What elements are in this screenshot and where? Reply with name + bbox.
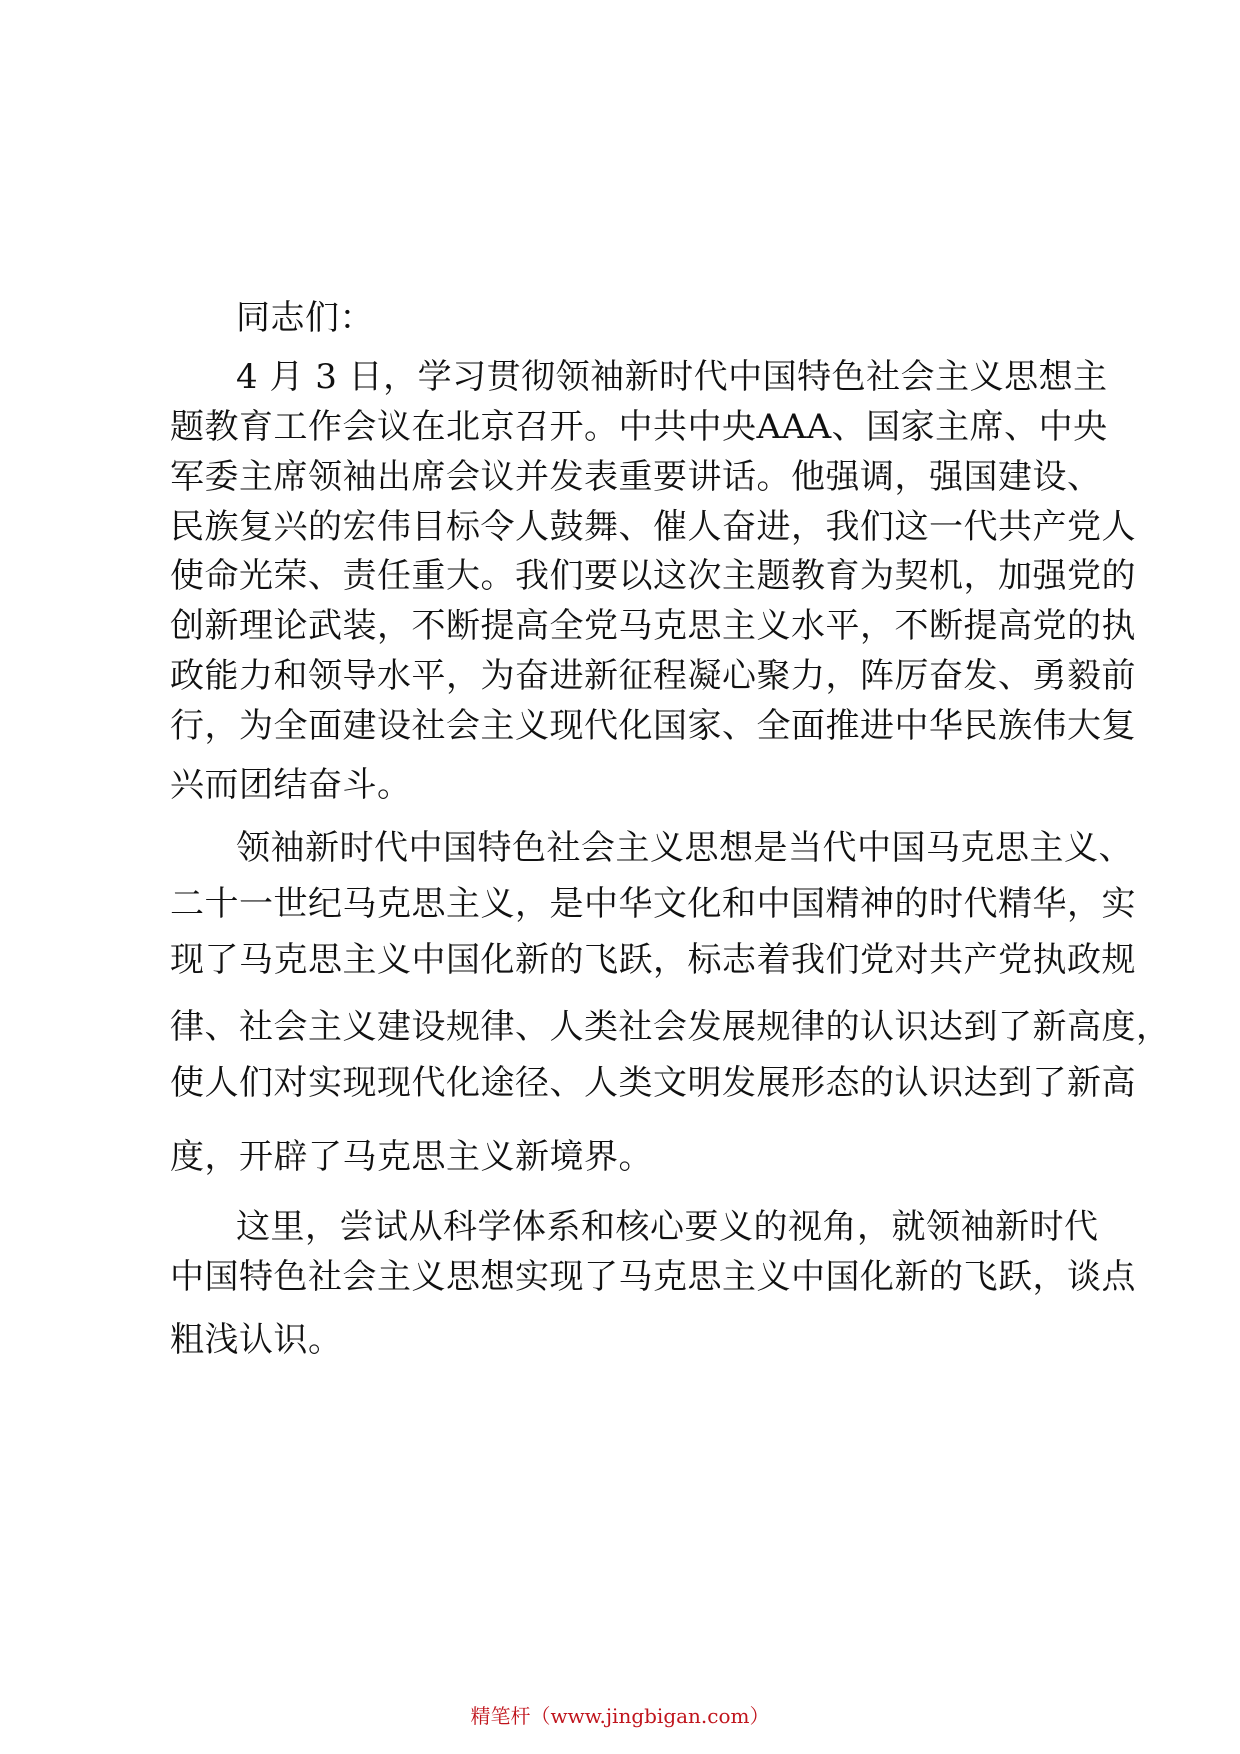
paragraph-line: 兴而团结奋斗。 (170, 765, 412, 805)
paragraph-line: 军委主席领袖出席会议并发表重要讲话。他强调，强国建设、 (170, 457, 1102, 497)
paragraph-line: 民族复兴的宏伟目标令人鼓舞、催人奋进，我们这一代共产党人 (170, 507, 1136, 547)
paragraph-line: 使人们对实现现代化途径、人类文明发展形态的认识达到了新高 (170, 1063, 1136, 1103)
paragraph-line: 这里，尝试从科学体系和核心要义的视角，就领袖新时代 (236, 1207, 1099, 1247)
paragraph-line: 使命光荣、责任重大。我们要以这次主题教育为契机，加强党的 (170, 556, 1136, 596)
paragraph-line: 行，为全面建设社会主义现代化国家、全面推进中华民族伟大复 (170, 706, 1136, 746)
paragraph-line: 律、社会主义建设规律、人类社会发展规律的认识达到了新高度， (170, 1007, 1171, 1047)
paragraph-line: 现了马克思主义中国化新的飞跃，标志着我们党对共产党执政规 (170, 940, 1136, 980)
paragraph-line: 题教育工作会议在北京召开。中共中央AAA、国家主席、中央 (170, 407, 1108, 447)
paragraph-line: 政能力和领导水平，为奋进新征程凝心聚力，阵厉奋发、勇毅前 (170, 656, 1136, 696)
paragraph-line: 中国特色社会主义思想实现了马克思主义中国化新的飞跃，谈点 (170, 1257, 1136, 1297)
paragraph-line: 领袖新时代中国特色社会主义思想是当代中国马克思主义、 (236, 828, 1133, 868)
greeting: 同志们： (236, 298, 374, 338)
footer-watermark: 精笔杆（www.jingbigan.com） (470, 1704, 770, 1728)
paragraph-line: 粗浅认识。 (170, 1320, 343, 1360)
paragraph-line: 度，开辟了马克思主义新境界。 (170, 1137, 653, 1177)
paragraph-line: 二十一世纪马克思主义，是中华文化和中国精神的时代精华，实 (170, 884, 1136, 924)
paragraph-line: 创新理论武装，不断提高全党马克思主义水平，不断提高党的执 (170, 606, 1136, 646)
paragraph-line: 4 月 3 日，学习贯彻领袖新时代中国特色社会主义思想主 (236, 357, 1108, 397)
